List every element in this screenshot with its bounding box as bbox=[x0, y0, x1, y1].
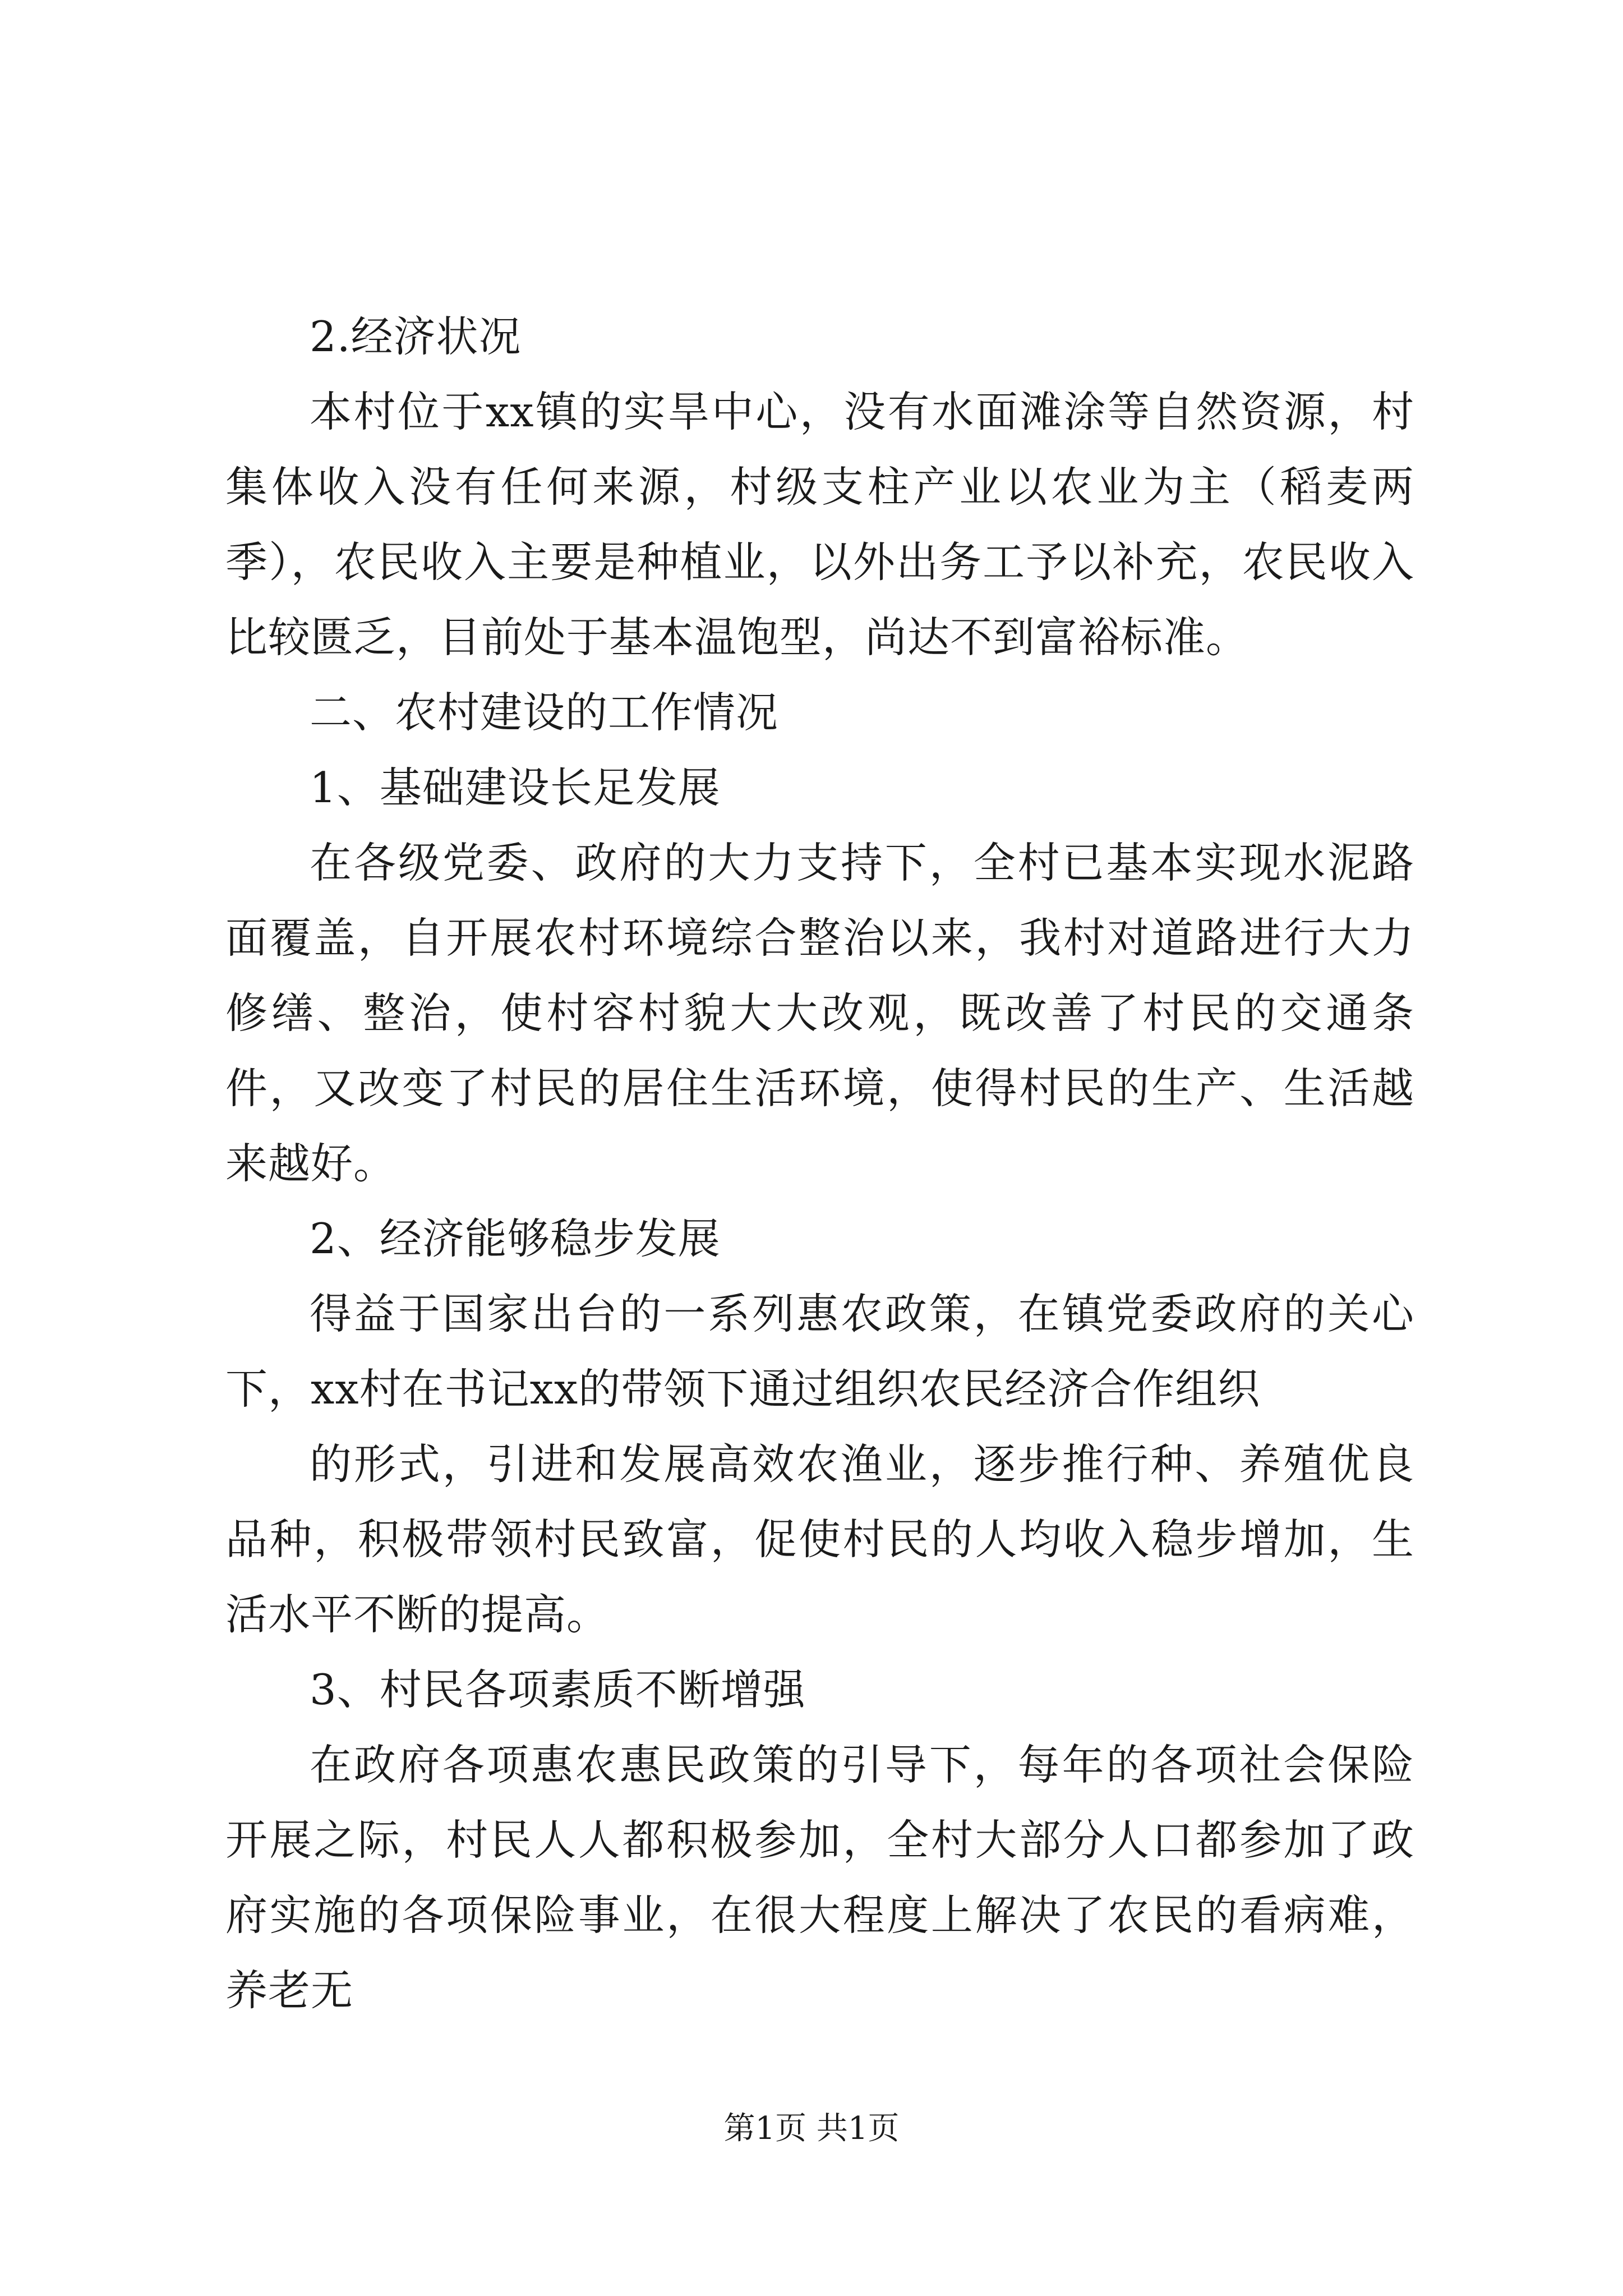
paragraph-economic-development-1: 得益于国家出台的一系列惠农政策，在镇党委政府的关心下，xx村在书记xx的带领下通过组织农民经济合作组织 bbox=[225, 1289, 1414, 1414]
paragraph-infrastructure: 在各级党委、政府的大力支持下，全村已基本实现水泥路面覆盖，自开展农村环境综合整治以来，我村对道路进行大力修缮、整治，使村容村貌大大改观，既改善了村民的交通条件，又改变了村民的居住生活环境，使得村民的生产、生活越来越好。 bbox=[225, 838, 1414, 1188]
section-heading-rural-construction: 二、农村建设的工作情况 bbox=[310, 688, 779, 737]
page-number-footer: 第1页 共1页 bbox=[723, 2110, 900, 2147]
paragraph-villager-quality: 在政府各项惠农惠民政策的引导下，每年的各项社会保险开展之际，村民人人都积极参加，全村大部分人口都参加了政府实施的各项保险事业，在很大程度上解决了农民的看病难，养老无 bbox=[225, 1740, 1414, 2015]
subheading-infrastructure: 1、基础建设长足发展 bbox=[310, 763, 721, 812]
subheading-villager-quality: 3、村民各项素质不断增强 bbox=[310, 1665, 806, 1714]
subheading-economy: 2.经济状况 bbox=[310, 312, 522, 361]
paragraph-economic-development-2: 的形式，引进和发展高效农渔业，逐步推行种、养殖优良品种，积极带领村民致富，促使村民的人均收入稳步增加，生活水平不断的提高。 bbox=[225, 1439, 1414, 1639]
document-body bbox=[225, 299, 1414, 2028]
paragraph-economy: 本村位于xx镇的实旱中心，没有水面滩涂等自然资源，村集体收入没有任何来源，村级支柱产业以农业为主（稻麦两季），农民收入主要是种植业，以外出务工予以补充，农民收入比较匮乏，目前处于基本温饱型，尚达不到富裕标准。 bbox=[225, 387, 1414, 662]
subheading-economic-development: 2、经济能够稳步发展 bbox=[310, 1214, 721, 1263]
